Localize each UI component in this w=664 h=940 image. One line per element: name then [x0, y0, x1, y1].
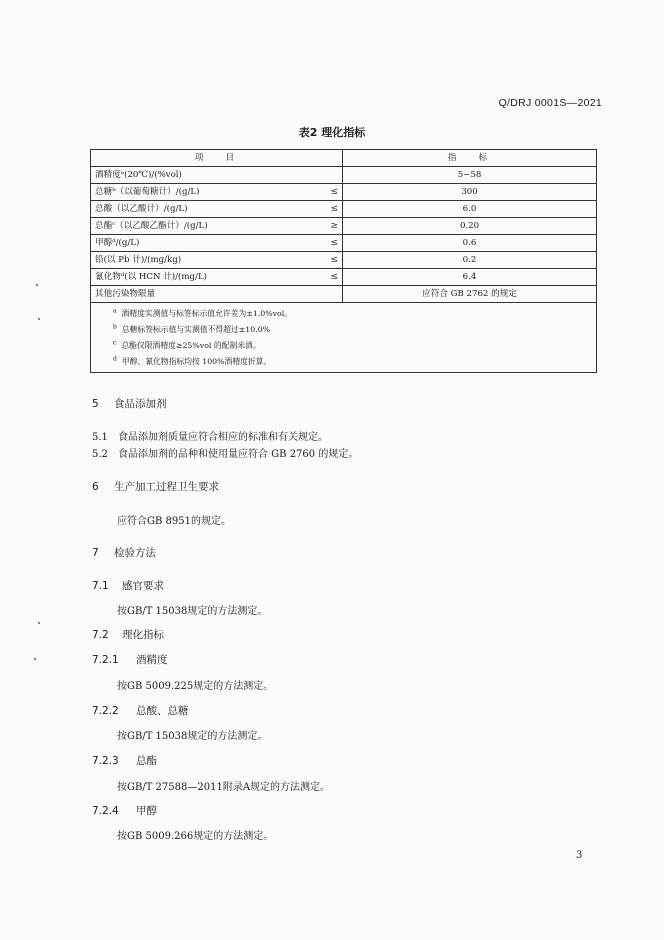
table-note — [113, 354, 592, 370]
page-number: 3 — [576, 850, 583, 861]
row-value: 6.0 — [343, 201, 597, 218]
note-mark: d — [113, 355, 117, 363]
row-name: 氰化物ᵈ(以 HCN 计)/(mg/L) — [91, 269, 321, 286]
row-comparator: ≤ — [321, 184, 343, 201]
row-comparator: ≥ — [321, 218, 343, 235]
section-7-1-heading — [92, 578, 164, 593]
section-number: 6 — [92, 481, 99, 493]
section-7-heading — [92, 545, 156, 560]
section-number: 7.1 — [92, 580, 109, 592]
row-value: 300 — [343, 184, 597, 201]
table-row — [91, 167, 597, 184]
section-7-2-3-heading — [92, 753, 157, 768]
table-title: 表2 理化指标 — [298, 126, 366, 139]
scan-speck — [36, 284, 38, 286]
table-row — [91, 286, 597, 303]
row-comparator — [321, 167, 343, 184]
row-name: 总酸（以乙酸计）/(g/L) — [91, 201, 321, 218]
physicochemical-index-table — [90, 149, 597, 373]
section-title: 理化指标 — [122, 629, 164, 641]
section-7-2-4-text: 按GB 5009.266规定的方法测定。 — [117, 831, 274, 842]
row-name: 总糖ᵇ（以葡萄糖计）/(g/L) — [91, 184, 321, 201]
section-number: 7.2.3 — [92, 755, 119, 767]
section-7-2-2-heading — [92, 703, 189, 718]
section-title: 酒精度 — [136, 654, 168, 666]
table-row — [91, 269, 597, 286]
row-value: 5~58 — [343, 167, 597, 184]
section-title: 总酯 — [136, 755, 157, 767]
table-note — [113, 322, 592, 338]
section-6-text: 应符合GB 8951的规定。 — [117, 516, 231, 527]
section-number: 7.2 — [92, 629, 109, 641]
section-title: 感官要求 — [122, 580, 164, 592]
section-number: 7.2.1 — [92, 654, 119, 666]
row-value: 0.20 — [343, 218, 597, 235]
row-value: 应符合 GB 2762 的规定 — [343, 286, 597, 303]
table-header-row — [91, 150, 597, 167]
table-note — [113, 338, 592, 354]
row-name: 酒精度ᵃ(20℃)/(%vol) — [91, 167, 321, 184]
note-mark: c — [113, 339, 117, 347]
clause-number: 5.2 — [92, 449, 108, 460]
row-comparator: ≤ — [321, 252, 343, 269]
section-7-1-text: 按GB/T 15038规定的方法测定。 — [117, 606, 268, 617]
note-text: 酒精度实测值与标签标示值允许差为±1.0%vol。 — [121, 309, 293, 318]
section-title: 生产加工过程卫生要求 — [114, 481, 219, 493]
row-comparator: ≤ — [321, 201, 343, 218]
clause-text: 食品添加剂的品种和使用量应符合 GB 2760 的规定。 — [118, 449, 359, 460]
table-row — [91, 201, 597, 218]
scan-speck — [38, 622, 40, 624]
section-6-heading — [92, 479, 219, 494]
table-row — [91, 235, 597, 252]
scan-speck — [34, 658, 36, 660]
clause-number: 5.1 — [92, 432, 108, 443]
note-mark: a — [113, 307, 117, 315]
note-text: 总酯仅限酒精度≥25%vol 的配制米酒。 — [121, 341, 261, 350]
section-number: 7.2.2 — [92, 705, 119, 717]
section-7-2-1-heading — [92, 652, 168, 667]
note-text: 甲醇、氰化物指标均按 100%酒精度折算。 — [121, 357, 272, 366]
table-notes-row — [91, 303, 597, 373]
table-note — [113, 306, 592, 322]
header-index: 指标 — [343, 150, 597, 167]
table-row — [91, 252, 597, 269]
section-7-2-3-text: 按GB/T 27588—2011附录A规定的方法测定。 — [117, 782, 331, 793]
note-text: 总糖标签标示值与实测值不得超过±10.0% — [121, 325, 271, 334]
section-title: 总酸、总糖 — [136, 705, 189, 717]
row-name: 铅(以 Pb 计)/(mg/kg) — [91, 252, 321, 269]
section-7-2-heading — [92, 627, 164, 642]
table-row — [91, 218, 597, 235]
row-comparator: ≤ — [321, 235, 343, 252]
section-7-2-4-heading — [92, 803, 157, 818]
table-notes — [91, 303, 597, 373]
section-title: 检验方法 — [114, 547, 156, 559]
row-name: 甲醇ᵈ/(g/L) — [91, 235, 321, 252]
scan-speck — [38, 318, 40, 320]
table-row — [91, 184, 597, 201]
section-number: 7 — [92, 547, 99, 559]
document-code: Q/DRJ 0001S—2021 — [498, 97, 602, 109]
row-value: 0.2 — [343, 252, 597, 269]
clause-5-2 — [92, 445, 358, 460]
row-name: 总酯ᶜ（以乙酸乙酯计）/(g/L) — [91, 218, 321, 235]
row-value: 6.4 — [343, 269, 597, 286]
section-number: 5 — [92, 398, 99, 410]
section-7-2-2-text: 按GB/T 15038规定的方法测定。 — [117, 731, 268, 742]
clause-5-1 — [92, 428, 328, 443]
note-mark: b — [113, 323, 117, 331]
section-7-2-1-text: 按GB 5009.225规定的方法测定。 — [117, 681, 274, 692]
clause-text: 食品添加剂质量应符合相应的标准和有关规定。 — [118, 432, 328, 443]
section-title: 甲醇 — [136, 805, 157, 817]
row-value: 0.6 — [343, 235, 597, 252]
section-5-heading — [92, 396, 167, 411]
row-name: 其他污染物限量 — [91, 286, 343, 303]
row-comparator: ≤ — [321, 269, 343, 286]
header-item: 项目 — [91, 150, 343, 167]
section-title: 食品添加剂 — [114, 398, 167, 410]
section-number: 7.2.4 — [92, 805, 119, 817]
